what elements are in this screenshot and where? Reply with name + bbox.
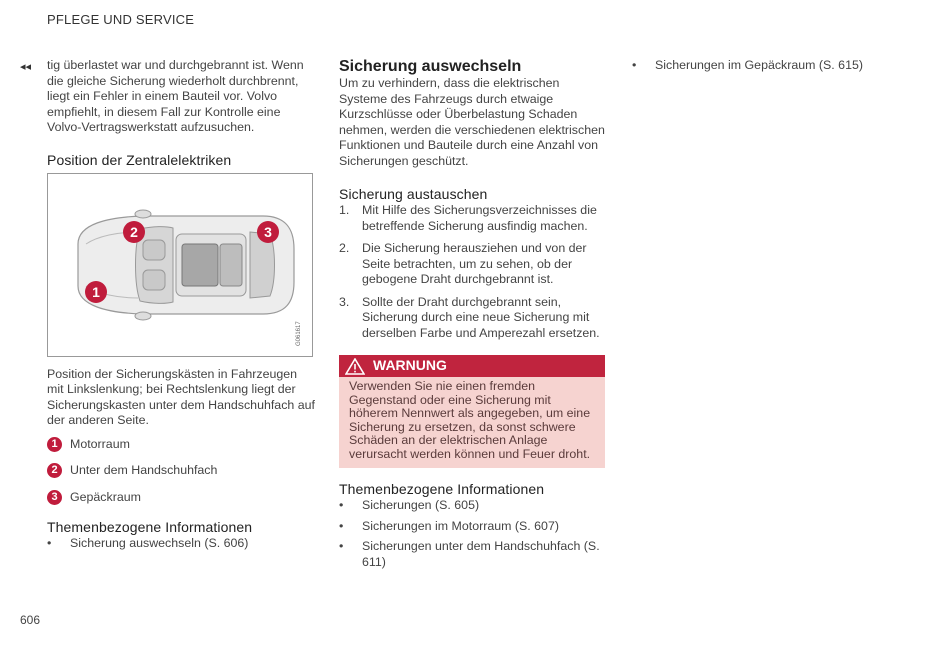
warning-triangle-icon: [345, 358, 365, 375]
related-link[interactable]: • Sicherungen unter dem Handschuhfach (S. 611): [339, 539, 600, 569]
warning-text: Verwenden Sie nie einen fremden Gegenstand oder eine Sicherung mit höherem Nennwert als angegeben, um eine Sicherung zu ersetzen, da sonst schwere Schäden an der elektrischen Anlage verursacht werden können und Feuer droht.: [339, 377, 605, 468]
warning-box: [339, 355, 605, 468]
marker-1-icon: [85, 281, 107, 303]
legend-item: [47, 463, 315, 479]
step-item: 2. Die Sicherung herausziehen und von der Seite betrachten, um zu sehen, ob der gebogene Draht durchgebrannt ist.: [339, 241, 587, 286]
legend-label: Unter dem Handschuhfach: [70, 463, 218, 477]
section-title-position: Position der Zentralelektriken: [47, 151, 232, 168]
legend-badge-2: 2: [47, 463, 62, 478]
legend-badge-1: 1: [47, 437, 62, 452]
intro-paragraph: Um zu verhindern, dass die elektrischen Systeme des Fahrzeugs durch etwaige Kurzschlüsse oder Überbelastung Schaden nehmen, werden die verschiedenen elektrischen Funktionen und Bauteile durch eine Anzahl von Sicherungen geschützt.: [339, 76, 605, 168]
warning-title: WARNUNG: [373, 357, 447, 374]
svg-text:3: 3: [264, 223, 272, 240]
car-top-view-illustration: [48, 174, 312, 356]
related-title: Themenbezogene Informationen: [339, 481, 545, 497]
figure-code: G061617: [296, 320, 302, 346]
column-middle: [339, 58, 605, 570]
section-title-sicherung-auswechseln: Sicherung auswechseln: [339, 58, 522, 75]
related-link[interactable]: • Sicherungen (S. 605): [339, 498, 480, 512]
related-title: Themenbezogene Informationen: [47, 519, 253, 535]
continued-paragraph: tig überlastet war und durchgebrannt ist. Wenn die gleiche Sicherung wiederholt durchbrennt, liegt ein Fehler in einem Bauteil vor. Volvo empfiehlt, in diesem Fall zur Kontrolle eine Volvo-Vertragswerkstatt aufzusuchen.: [47, 58, 304, 134]
legend-item: [47, 437, 315, 453]
related-link[interactable]: • Sicherungen im Motorraum (S. 607): [339, 518, 559, 533]
column-left: [47, 58, 315, 552]
legend-item: [47, 490, 315, 506]
figure-caption: Position der Sicherungskästen in Fahrzeugen mit Linkslenkung; bei Rechtslenkung liegt der Sicherungskasten unter dem Handschuhfach auf der anderen Seite.: [47, 366, 315, 427]
svg-text:2: 2: [130, 223, 138, 240]
car-fuse-figure: [47, 173, 313, 357]
step-item: 3. Sollte der Draht durchgebrannt sein, Sicherung durch eine neue Sicherung mit derselben Farbe und Amperezahl ersetzen.: [339, 294, 600, 340]
related-link[interactable]: • Sicherung auswechseln (S. 606): [47, 536, 249, 550]
running-header: PFLEGE UND SERVICE: [47, 12, 195, 27]
page-number: 606: [20, 613, 41, 627]
warning-header: [339, 355, 605, 377]
legend-label: Motorraum: [70, 436, 130, 451]
related-link[interactable]: • Sicherungen im Gepäckraum (S. 615): [632, 58, 863, 72]
marker-2-icon: [123, 221, 145, 243]
legend-list: [47, 437, 315, 506]
step-item: 1. Mit Hilfe des Sicherungsverzeichnisses die betreffende Sicherung ausfindig machen.: [339, 203, 597, 233]
marker-3-icon: [257, 221, 279, 243]
continuation-marker: ◂◂: [20, 61, 32, 73]
subsection-title: Sicherung austauschen: [339, 186, 488, 202]
legend-label: Gepäckraum: [70, 489, 141, 504]
legend-badge-3: 3: [47, 490, 62, 505]
svg-text:1: 1: [92, 283, 100, 300]
column-right: [632, 58, 902, 74]
